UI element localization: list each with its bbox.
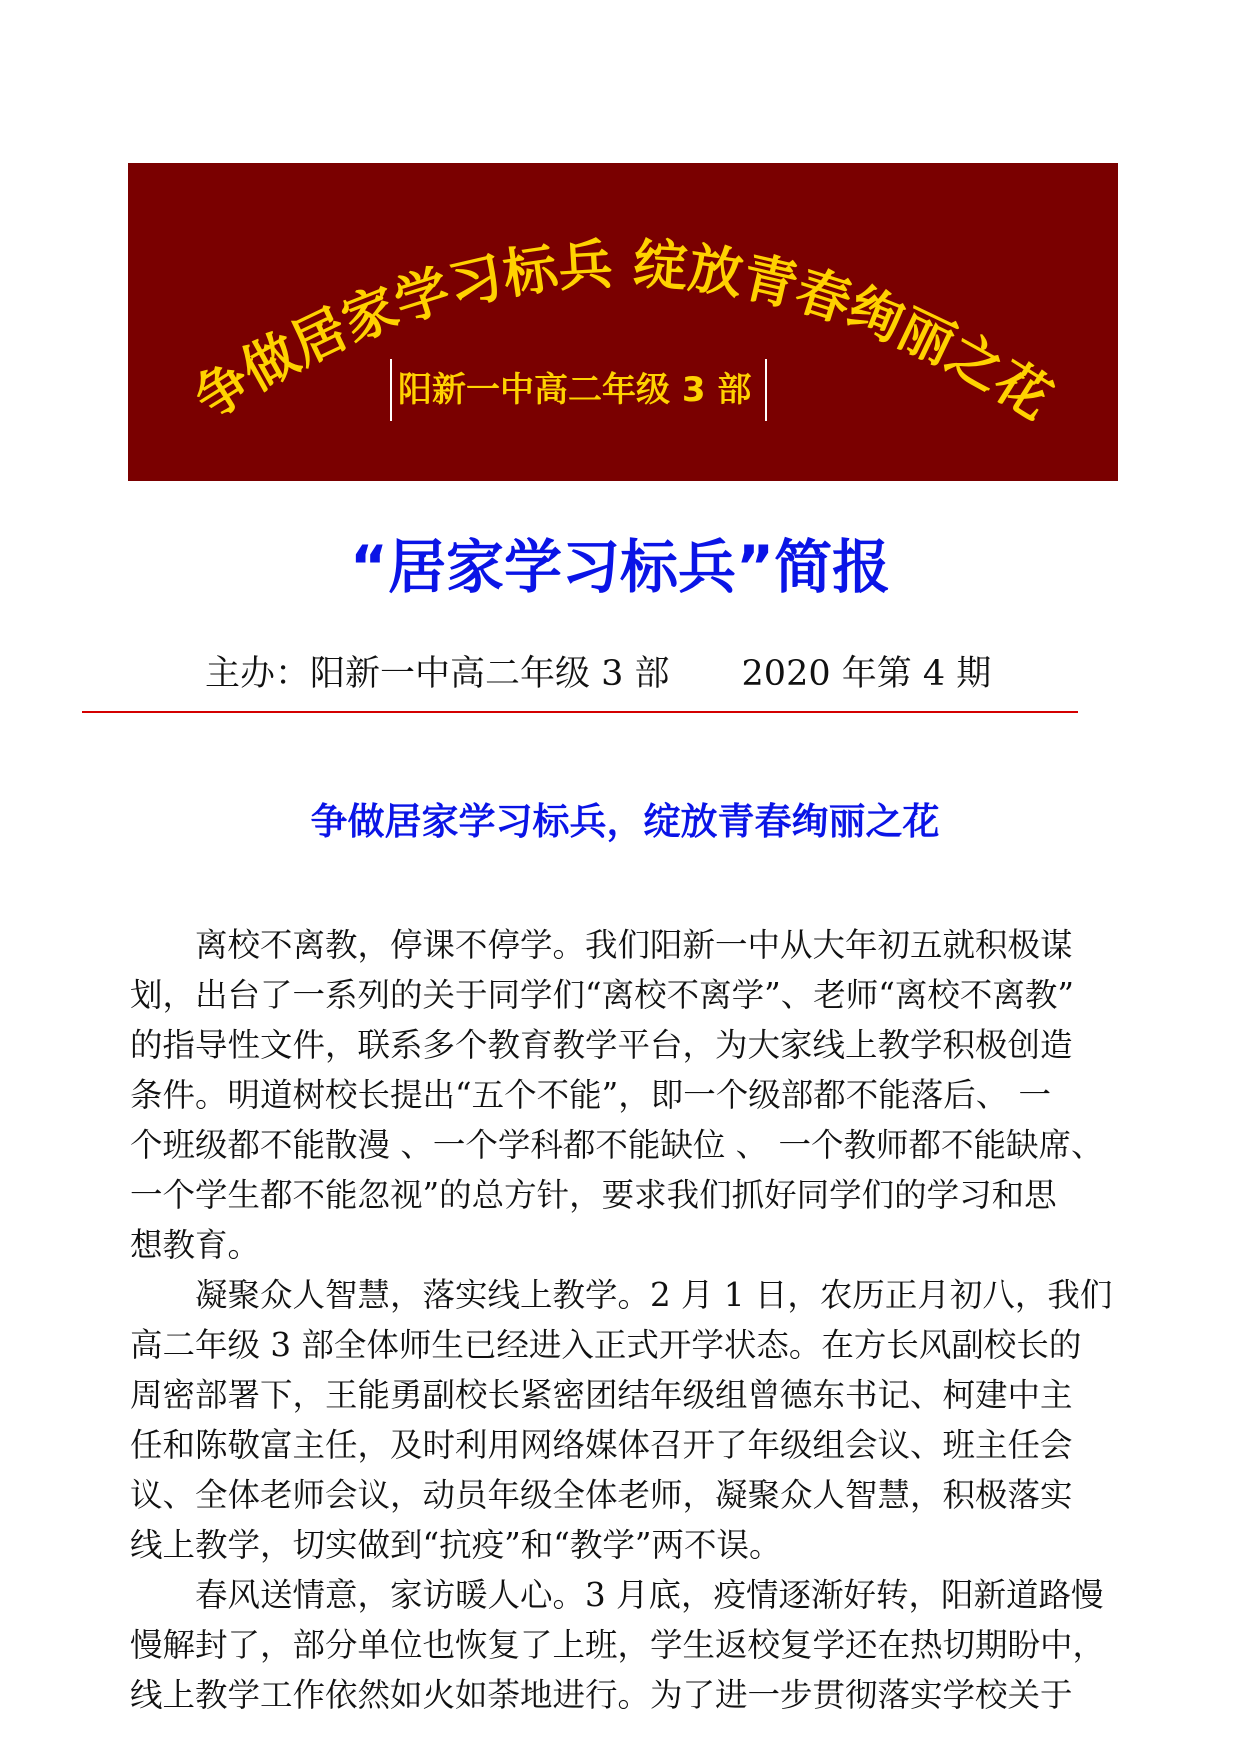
paragraph-line: 慢解封了，部分单位也恢复了上班，学生返校复学还在热切期盼中，	[130, 1626, 1106, 1664]
header-banner	[128, 163, 1118, 481]
issue-number: 2020 年第 4 期	[741, 654, 992, 694]
banner-arc-art	[128, 163, 1118, 481]
paragraph-line: 想教育。	[130, 1226, 261, 1264]
paragraph-line: 条件。明道树校长提出“五个不能”，即一个级部都不能落后、 一	[130, 1076, 1052, 1114]
paragraph-line: 线上教学工作依然如火如荼地进行。为了进一步贯彻落实学校关于	[130, 1676, 1073, 1714]
paragraph-line: 一个学生都不能忽视”的总方针，要求我们抓好同学们的学习和思	[130, 1176, 1057, 1214]
article-title: 争做居家学习标兵，绽放青春绚丽之花	[310, 800, 940, 843]
paragraph-line: 春风送情意，家访暖人心。3 月底，疫情逐渐好转，阳新道路慢	[195, 1576, 1104, 1614]
paragraph-line: 议、全体老师会议，动员年级全体老师，凝聚众人智慧，积极落实	[130, 1476, 1073, 1514]
paragraph-line: 周密部署下，王能勇副校长紧密团结年级组曾德东书记、柯建中主	[130, 1376, 1073, 1414]
paragraph-line: 离校不离教，停课不停学。我们阳新一中从大年初五就积极谋	[195, 926, 1073, 964]
header-divider	[82, 711, 1078, 713]
paragraph-line: 线上教学，切实做到“抗疫”和“教学”两不误。	[130, 1526, 782, 1564]
sponsor-text: 主办：阳新一中高二年级 3 部	[205, 654, 670, 694]
paragraph-line: 个班级都不能散漫 、一个学科都不能缺位 、 一个教师都不能缺席、	[130, 1126, 1104, 1164]
paragraph-line: 任和陈敬富主任，及时利用网络媒体召开了年级组会议、班主任会	[130, 1426, 1073, 1464]
newsletter-title: “居家学习标兵”简报	[349, 533, 891, 601]
banner-subtitle: 阳新一中高二年级 3 部	[390, 359, 767, 421]
article-body	[130, 920, 1120, 1720]
paragraph-line: 凝聚众人智慧，落实线上教学。2 月 1 日，农历正月初八，我们	[195, 1276, 1113, 1314]
paragraph-line: 的指导性文件，联系多个教育教学平台，为大家线上教学积极创造	[130, 1026, 1073, 1064]
paragraph-line: 高二年级 3 部全体师生已经进入正式开学状态。在方长风副校长的	[130, 1326, 1082, 1364]
banner-headline: 争做居家学习标兵 绽放青春绚丽之花	[183, 232, 1063, 432]
paragraph-line: 划，出台了一系列的关于同学们“离校不离学”、老师“离校不离教”	[130, 976, 1074, 1014]
newsletter-info	[205, 650, 991, 698]
